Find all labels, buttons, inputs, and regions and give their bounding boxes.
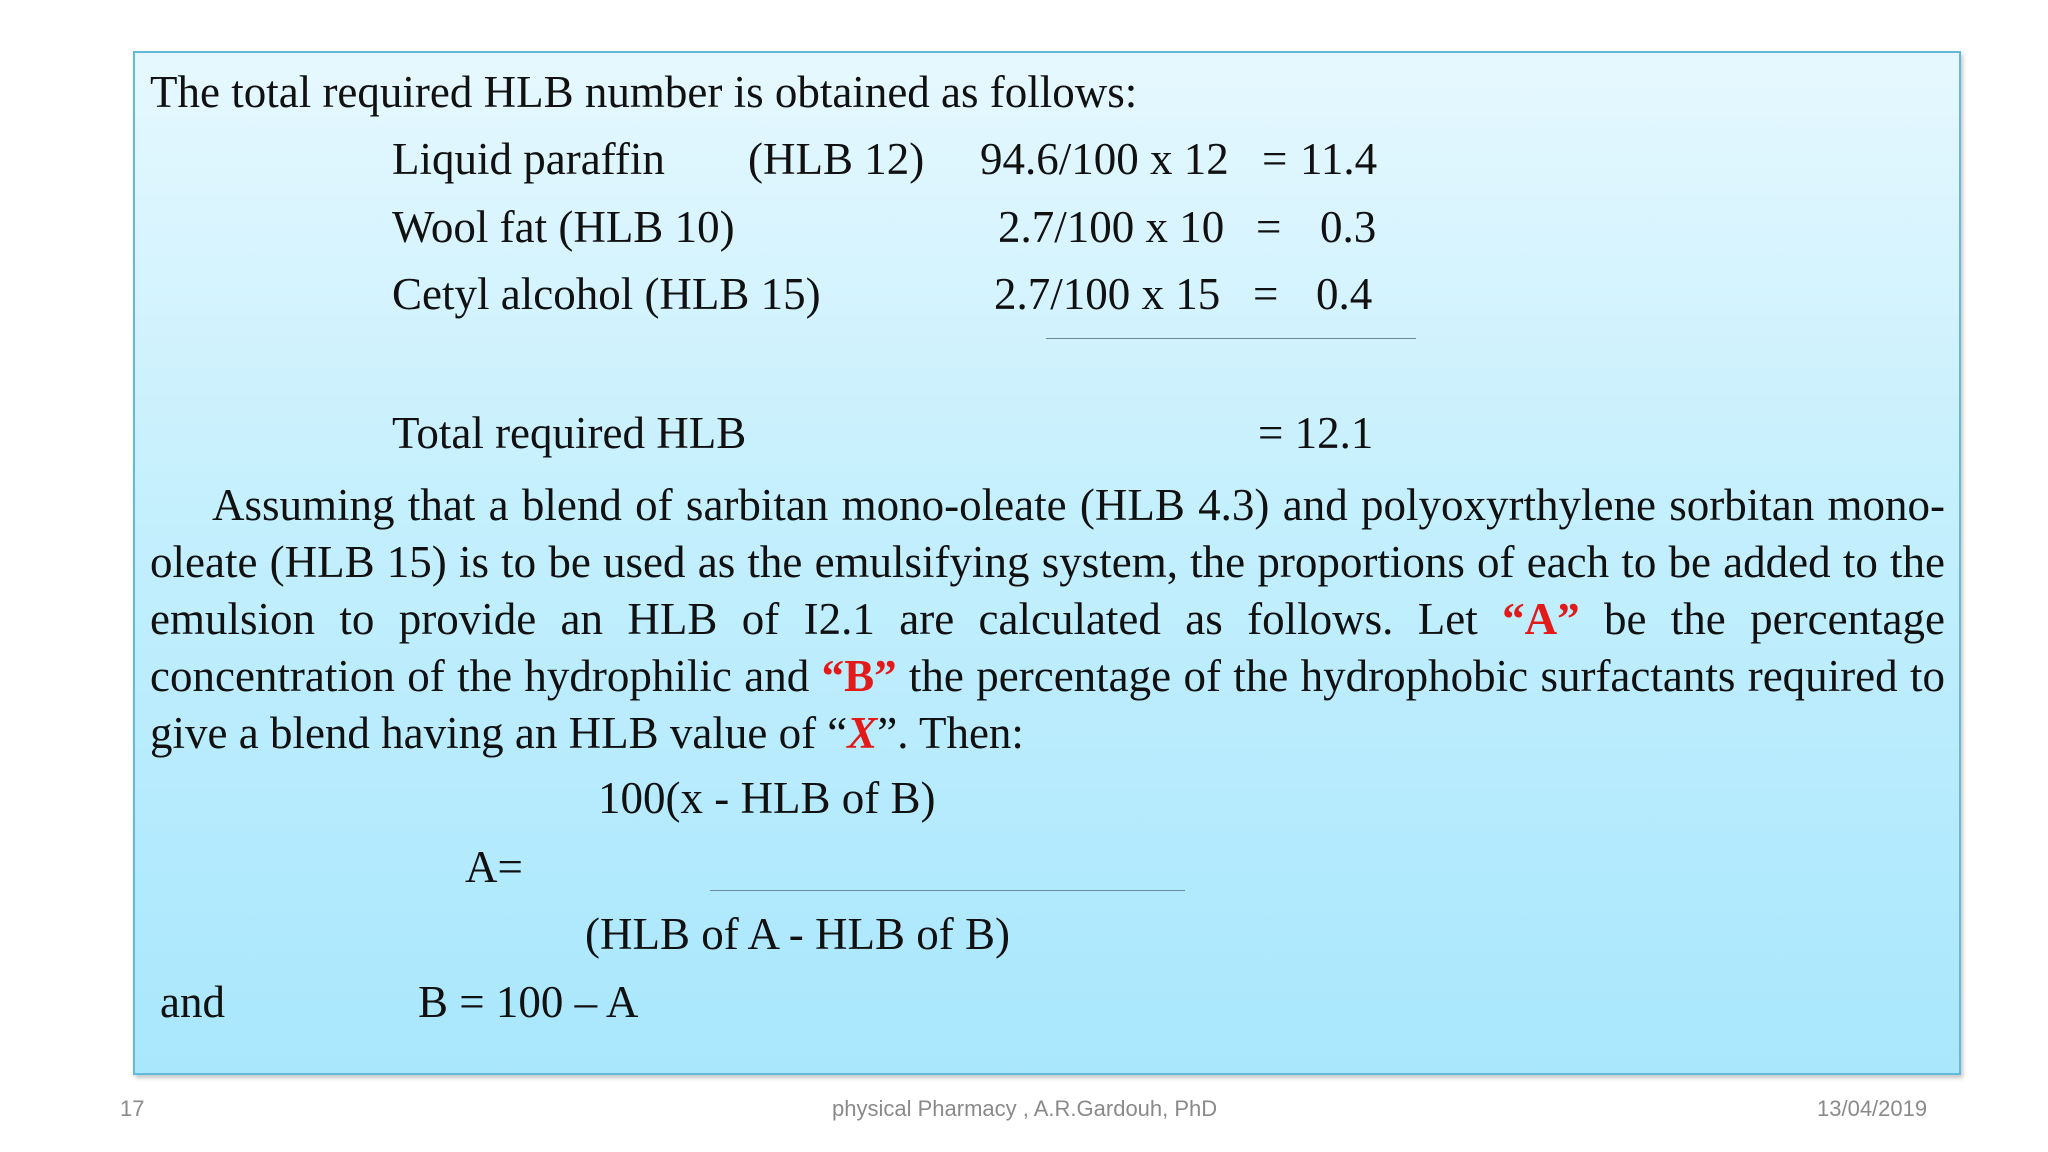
row-wool-fat-result: 0.3 [1320, 202, 1377, 252]
row-cetyl-alcohol-result: 0.4 [1316, 269, 1373, 319]
total-label: Total required HLB [392, 408, 747, 458]
fraction-bar [710, 890, 1185, 891]
row-liquid-paraffin-result: 11.4 [1300, 134, 1378, 184]
b-formula: B = 100 – A [418, 977, 639, 1027]
paragraph-part2: be the percentage concentration of the hydrophilic and [150, 594, 1946, 701]
variable-a: “A” [1502, 594, 1580, 644]
row-liquid-paraffin-hlb: (HLB 12) [748, 134, 925, 184]
row-wool-fat-eq: = [1256, 202, 1282, 252]
formula-lhs: A= [465, 842, 523, 892]
row-liquid-paraffin-name: Liquid paraffin [392, 134, 665, 184]
variable-x: X [847, 708, 878, 758]
assumption-paragraph [150, 477, 1945, 762]
paragraph-part1: Assuming that a blend of sarbitan mono-oleate (HLB 4.3) and polyoxyrthylene sorbitan mono-oleate (HLB 15) is to be used as the emulsifying system, the proportions of each to be added to the emulsion to provide an HLB of I2.1 are calculated as follows. Let [150, 480, 1945, 644]
row-cetyl-alcohol-eq: = [1253, 269, 1279, 319]
paragraph-part4: ”. Then: [877, 708, 1024, 758]
heading-text: The total required HLB number is obtained as follows: [150, 67, 1138, 117]
formula-denominator: (HLB of A - HLB of B) [585, 909, 1010, 959]
row-wool-fat-name: Wool fat (HLB 10) [392, 202, 735, 252]
sum-divider-line [1046, 338, 1416, 339]
row-liquid-paraffin-eq: = [1262, 134, 1288, 184]
row-wool-fat-calc: 2.7/100 x 10 [998, 202, 1225, 252]
page-number: 17 [120, 1096, 145, 1121]
footer-author: physical Pharmacy , A.R.Gardouh, PhD [832, 1096, 1218, 1121]
row-cetyl-alcohol-calc: 2.7/100 x 15 [994, 269, 1221, 319]
total-value: = 12.1 [1258, 408, 1374, 458]
row-cetyl-alcohol-name: Cetyl alcohol (HLB 15) [392, 269, 821, 319]
footer-date: 13/04/2019 [1817, 1096, 1928, 1121]
variable-b: “B” [821, 651, 897, 701]
paragraph-part3: the percentage of the hydrophobic surfactants required to give a blend having an HLB value of “ [150, 651, 1945, 758]
formula-numerator: 100(x - HLB of B) [598, 773, 936, 823]
and-label: and [160, 977, 225, 1027]
row-liquid-paraffin-calc: 94.6/100 x 12 [980, 134, 1229, 184]
